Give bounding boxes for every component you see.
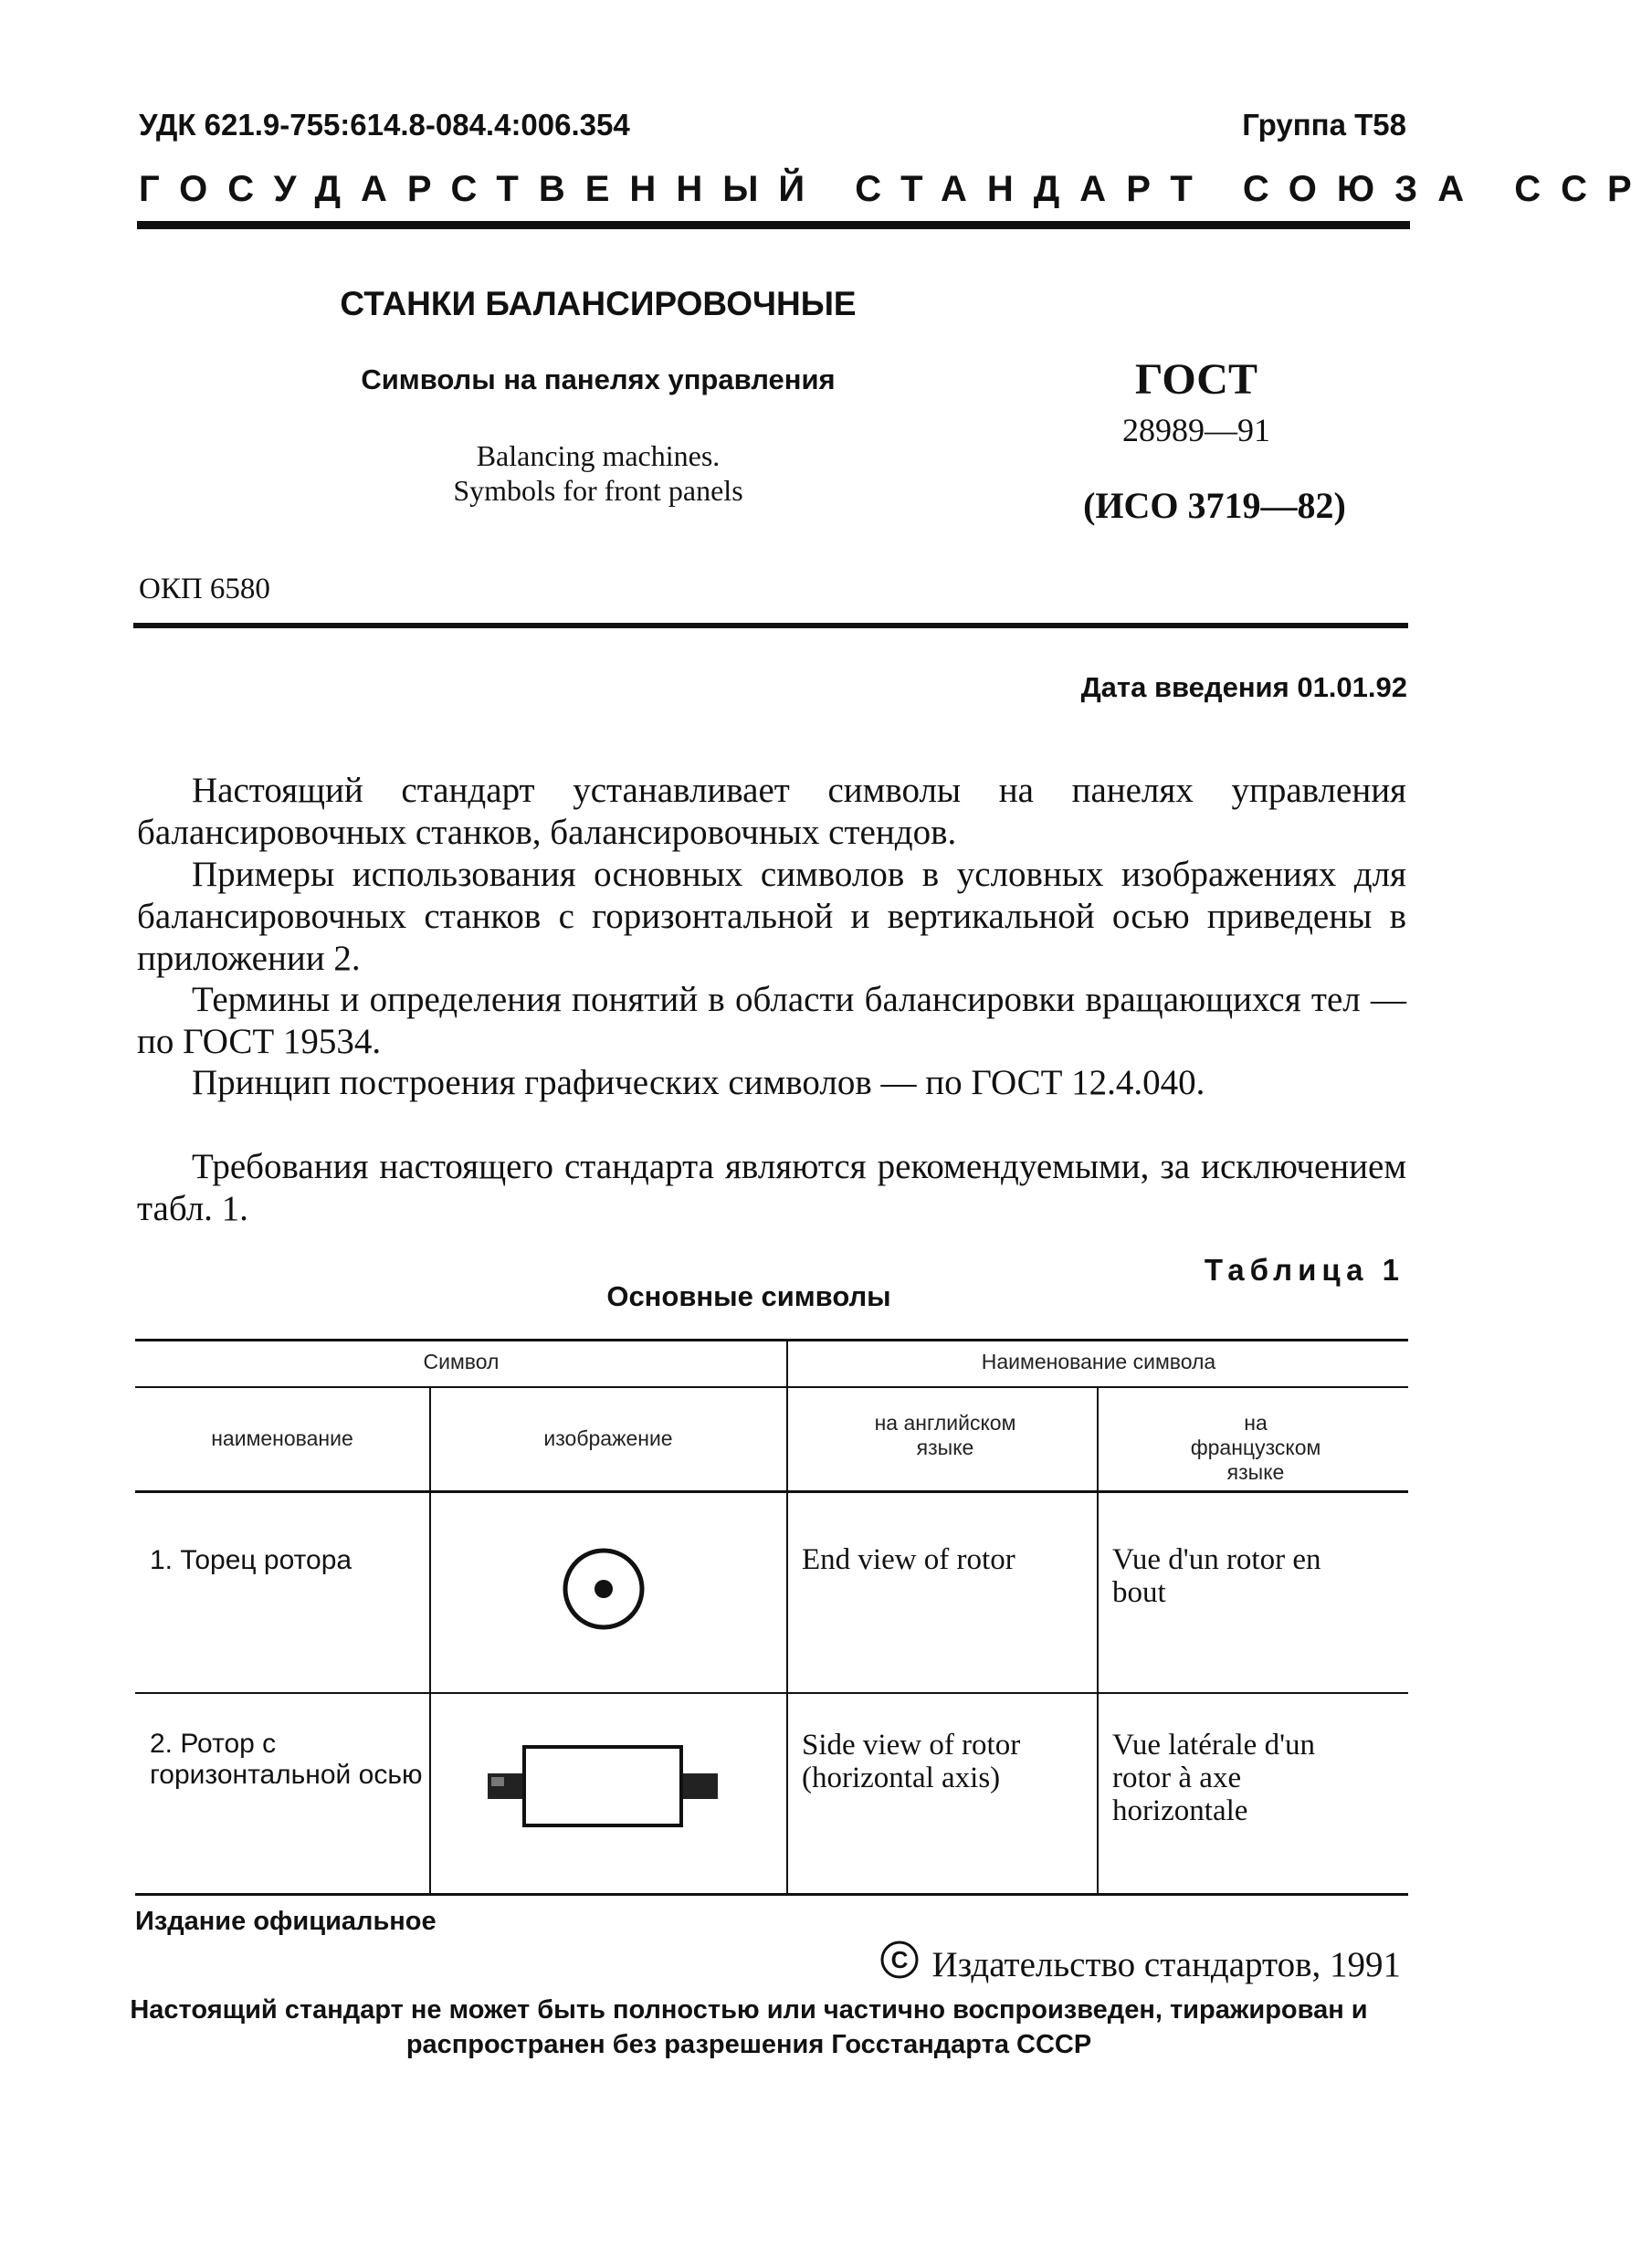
table-column-divider (786, 1341, 788, 1893)
paragraph-scope: Настоящий стандарт устанавливает символы на панелях управления балансировочных станков, балансировочных стендов. (137, 771, 1406, 852)
header-french: на французском языке (1190, 1411, 1321, 1484)
table-bottom-rule (135, 1893, 1408, 1896)
introduction-date-label: Дата введения (1080, 671, 1289, 703)
header-symbol-name: Наименование символа (981, 1350, 1216, 1373)
document-subtitle: Символы на панелях управления (361, 363, 836, 395)
table-header-bottom-rule (135, 1490, 1408, 1493)
title-thick-rule (133, 623, 1408, 628)
row-1-french: Vue d'un rotor en bout (1112, 1543, 1321, 1609)
table-top-rule (135, 1339, 1408, 1341)
copyright-icon (879, 1940, 920, 1989)
table-row-rule (135, 1692, 1408, 1694)
table-title: Основные символы (606, 1280, 891, 1312)
table-column-divider (429, 1388, 431, 1893)
paragraph-principle: Принцип построения графических символов — по ГОСТ 12.4.040. (192, 1063, 1205, 1102)
rotor-horizontal-axis-icon (484, 1742, 721, 1830)
english-title (315, 438, 881, 508)
paragraph-examples: Примеры использования основных символов в условных изображениях для балансировочных станков с горизонтальной и вертикальной осью приведены в приложении 2. (137, 855, 1406, 978)
introduction-date (1081, 671, 1407, 704)
paragraph-terms: Термины и определения понятий в области балансировки вращающихся тел — по ГОСТ 19534. (137, 980, 1406, 1061)
row-2-name: 2. Ротор с горизонтальной осью (150, 1729, 423, 1790)
header-symbol: Символ (423, 1350, 500, 1373)
paragraph-requirements: Требования настоящего стандарта являются рекомендуемыми, за исключением табл. 1. (137, 1147, 1406, 1228)
rotor-end-view-icon (561, 1546, 647, 1632)
document-title: СТАНКИ БАЛАНСИРОВОЧНЫЕ (340, 285, 857, 322)
copyright-line (879, 1940, 1401, 1989)
table-column-divider (1097, 1388, 1099, 1893)
english-title-line-1: Balancing machines. (476, 439, 721, 472)
introduction-date-value: 01.01.92 (1297, 671, 1407, 703)
table-number: Таблица 1 (1204, 1253, 1405, 1287)
reproduction-notice: Настоящий стандарт не может быть полностью или частично воспроизведен, тиражирован и распространен без разрешения Госстандарта СССР (130, 1995, 1368, 2059)
copyright-text: Издательство стандартов, 1991 (931, 1944, 1401, 1984)
official-edition-label: Издание официальное (135, 1907, 437, 1936)
udc-code: УДК 621.9-755:614.8-084.4:006.354 (139, 108, 630, 142)
english-title-line-2: Symbols for front panels (453, 474, 743, 507)
group-code: Группа Т58 (1242, 108, 1406, 142)
row-2-english: Side view of rotor (horizontal axis) (802, 1729, 1021, 1794)
state-standard-banner: ГОСУДАРСТВЕННЫЙ СТАНДАРТ СОЮЗА ССР (139, 169, 1652, 209)
header-image: изображение (543, 1426, 673, 1450)
header-name: наименование (211, 1426, 353, 1450)
svg-text:C: C (890, 1946, 908, 1973)
row-1-english: End view of rotor (802, 1543, 1015, 1576)
header-thick-rule (137, 221, 1410, 229)
gost-number: 28989—91 (1122, 412, 1270, 448)
row-2-french: Vue latérale d'un rotor à axe horizontale (1112, 1729, 1316, 1827)
iso-reference: (ИСО 3719—82) (1083, 485, 1346, 526)
gost-label: ГОСТ (1135, 355, 1257, 404)
okp-code: ОКП 6580 (139, 573, 270, 605)
table-header-sub-rule (135, 1386, 1408, 1388)
row-1-name: 1. Торец ротора (150, 1545, 352, 1575)
header-english: на английском языке (874, 1411, 1016, 1459)
